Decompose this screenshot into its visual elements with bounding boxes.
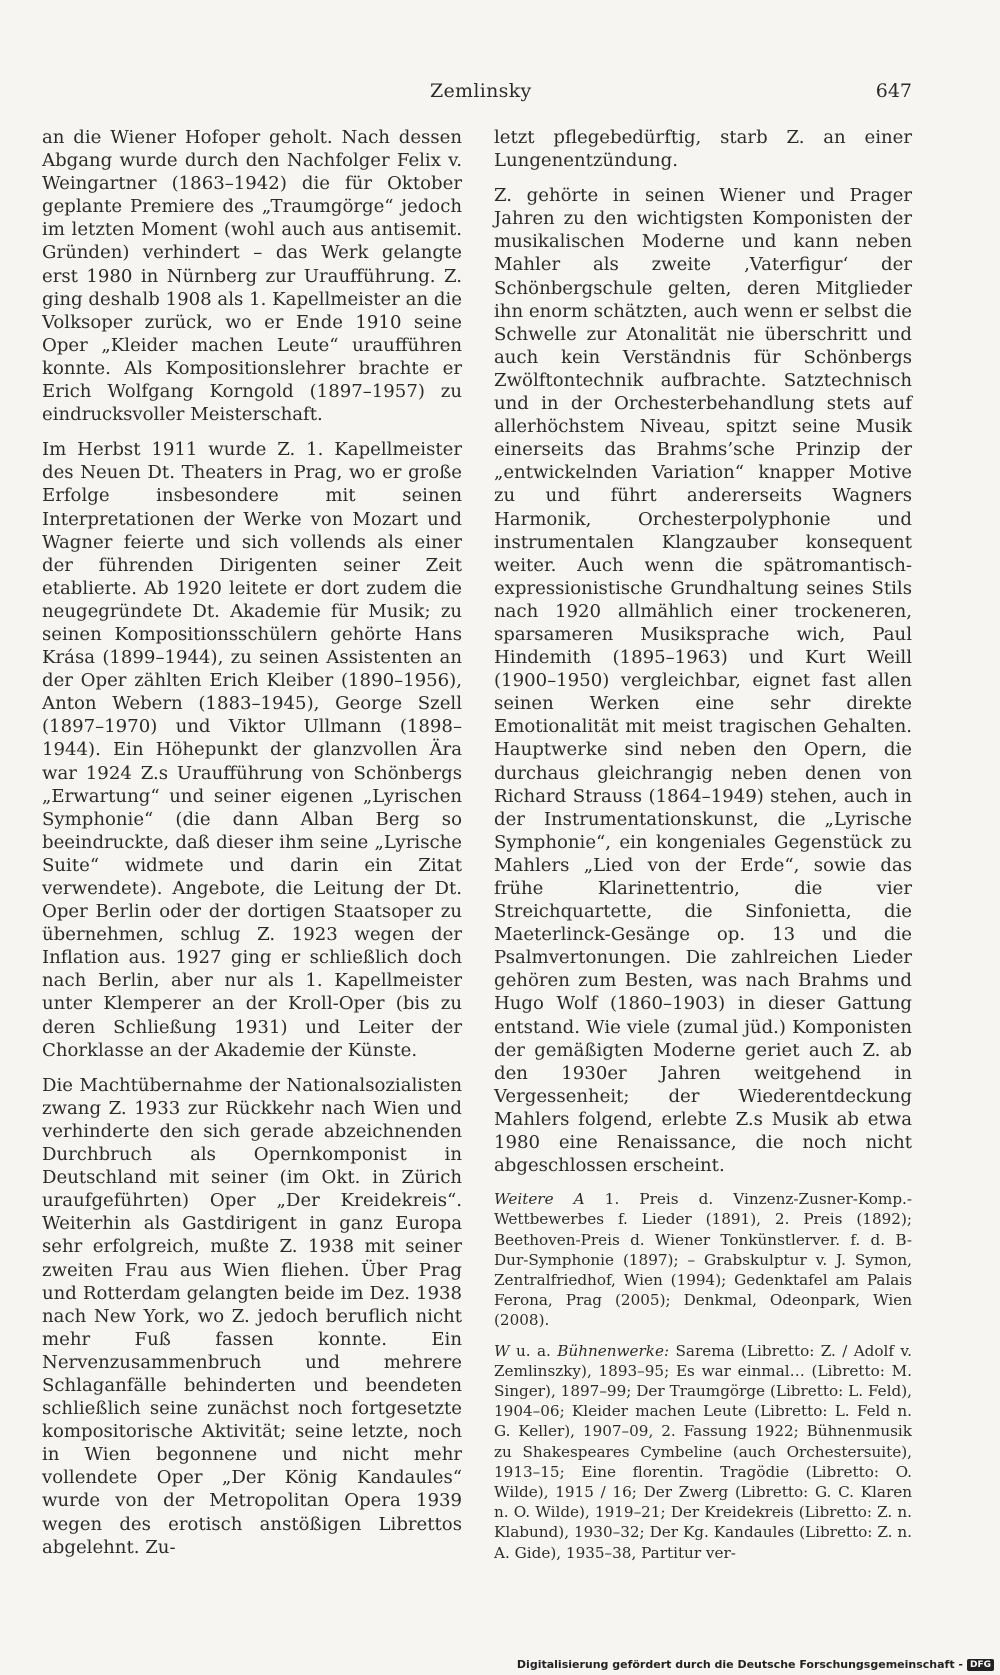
- weitere-text: 1. Preis d. Vinzenz-Zusner-Komp.-Wettbewerbes f. Lieder (1891), 2. Preis (1892); Beethoven-Preis d. Wiener Tonkünstlerver. f. d. B-Dur-Symphonie (1897); – Grabskulptur v. J. Symon, Zentralfriedhof, Wien (1994); Gedenktafel am Palais Ferona, Prag (2005); Denkmal, Odeonpark, Wien (2008).: [494, 1190, 912, 1330]
- right-column: [494, 126, 912, 1573]
- paragraph: Die Machtübernahme der Nationalsozialisten zwang Z. 1933 zur Rückkehr nach Wien und verhinderte den sich gerade abzeichnenden Durchbruch als Opernkomponist in Deutschland mit seiner (im Okt. in Zürich uraufgeführten) Oper „Der Kreidekreis“. Weiterhin als Gastdirigent in ganz Europa sehr erfolgreich, mußte Z. 1938 mit seiner zweiten Frau aus Wien fliehen. Über Prag und Rotterdam gelangten beide im Dez. 1938 nach New York, wo Z. jedoch beruflich nicht mehr Fuß fassen konnte. Ein Nervenzusammenbruch und mehrere Schlaganfälle behinderten und beendeten schließlich seine zunächst noch fortgesetzte kompositorische Aktivität; seine letzte, noch in Wien begonnene und nicht mehr vollendete Oper „Der König Kandaules“ wurde von der Metropolitan Opera 1939 wegen des erotisch anstößigen Librettos abgelehnt. Zu-: [42, 1074, 462, 1558]
- works-text: Sarema (Libretto: Z. / Adolf v. Zemlinszky), 1893–95; Es war einmal… (Libretto: M. Singer), 1897–99; Der Traumgörge (Libretto: L. Feld), 1904–06; Kleider machen Leute (Libretto: L. Feld n. G. Keller), 1907–09, 2. Fassung 1922; Bühnenmusik zu Shakespeares Cymbeline (auch Orchestersuite), 1913–15; Eine florentin. Tragödie (Libretto: O. Wilde), 1915 / 16; Der Zwerg (Libretto: G. C. Klaren n. O. Wilde), 1919–21; Der Kreidekreis (Libretto: Z. n. Klabund), 1930–32; Der Kg. Kandaules (Libretto: Z. n. A. Gide), 1935–38, Partitur ver-: [494, 1341, 912, 1562]
- paragraph: Im Herbst 1911 wurde Z. 1. Kapellmeister des Neuen Dt. Theaters in Prag, wo er große Erfolge insbesondere mit seinen Interpretationen der Werke von Mozart und Wagner feierte und sich vollends als einer der führenden Dirigenten seiner Zeit etablierte. Ab 1920 leitete er dort zudem die neugegründete Dt. Akademie für Musik; zu seinen Kompositionsschülern gehörte Hans Krása (1899–1944), zu seinen Assistenten an der Oper zählten Erich Kleiber (1890–1956), Anton Webern (1883–1945), George Szell (1897–1970) und Viktor Ullmann (1898–1944). Ein Höhepunkt der glanzvollen Ära war 1924 Z.s Uraufführung von Schönbergs „Erwartung“ und seiner eigenen „Lyrischen Symphonie“ (die dann Alban Berg so beeindruckte, daß dieser ihm seine „Lyrische Suite“ widmete und darin ein Zitat verwendete). Angebote, die Leitung der Dt. Oper Berlin oder der dortigen Staatsoper zu übernehmen, schlug Z. 1923 wegen der Inflation aus. 1927 ging er schließlich doch nach Berlin, aber nur als 1. Kapellmeister unter Klemperer an der Kroll-Oper (bis zu deren Schließung 1931) und Leiter der Chorklasse an der Akademie der Künste.: [42, 439, 462, 1061]
- works-sublabel: Bühnenwerke:: [557, 1341, 670, 1360]
- paragraph: an die Wiener Hofoper geholt. Nach dessen Abgang wurde durch den Nachfolger Felix v. Weingartner (1863–1942) die für Oktober geplante Premiere des „Traumgörge“ jedoch im letzten Moment (wohl auch aus antisemit. Gründen) verhindert – das Werk gelangte erst 1980 in Nürnberg zur Uraufführung. Z. ging deshalb 1908 als 1. Kapellmeister an die Volksoper zurück, wo er Ende 1910 seine Oper „Kleider machen Leute“ uraufführen konnte. Als Kompositionslehrer brachte er Erich Wolfgang Korngold (1897–1957) zu eindrucksvoller Meisterschaft.: [42, 127, 462, 426]
- weitere-section: [494, 1189, 912, 1330]
- running-title: Zemlinsky: [430, 80, 532, 102]
- digitization-footer: [517, 1658, 994, 1671]
- weitere-label: Weitere A: [494, 1190, 585, 1209]
- footer-text: Digitalisierung gefördert durch die Deutsche Forschungsgemeinschaft -: [516, 1658, 963, 1671]
- works-mid: u. a.: [509, 1341, 558, 1360]
- works-label: W: [494, 1341, 510, 1360]
- left-column: [42, 126, 462, 1571]
- paragraph: Z. gehörte in seinen Wiener und Prager Jahren zu den wichtigsten Komponisten der musikalischen Moderne und kann neben Mahler als zweite ‚Vaterfigur‘ der Schönbergschule gelten, deren Mitglieder ihn enorm schätzten, auch wenn er selbst die Schwelle zur Atonalität nie überschritt und auch kein Verständnis für Schönbergs Zwölftontechnik aufbrachte. Satztechnisch und in der Orchesterbehandlung stets auf allerhöchstem Niveau, spitzt seine Musik einerseits das Brahms’sche Prinzip der „entwickelnden Variation“ knapper Motive zu und führt andererseits Wagners Harmonik, Orchesterpolyphonie und instrumentalen Klangzauber konsequent weiter. Auch wenn die spätromantisch-expressionistische Grundhaltung seines Stils nach 1920 allmählich einer trockeneren, sparsameren Musiksprache wich, Paul Hindemith (1895–1963) und Kurt Weill (1900–1950) vergleichbar, eignet fast allen seinen Werken eine sehr direkte Emotionalität mit meist tragischen Gehalten. Hauptwerke sind neben den Opern, die durchaus gleichrangig neben denen von Richard Strauss (1864–1949) stehen, auch in der Instrumentationskunst, die „Lyrische Symphonie“, ein kongeniales Gegenstück zu Mahlers „Lied von der Erde“, sowie das frühe Klarinettentrio, die vier Streichquartette, die Sinfonietta, die Maeterlinck-Gesänge op. 13 und die Psalmvertonungen. Die zahlreichen Lieder gehören zum Besten, was nach Brahms und Hugo Wolf (1860–1903) in dieser Gattung entstand. Wie viele (zumal jüd.) Komponisten der gemäßigten Moderne geriet auch Z. ab den 1930er Jahren weitgehend in Vergessenheit; der Wiederentdeckung Mahlers folgend, erlebte Z.s Musik ab etwa 1980 eine Renaissance, die noch nicht abgeschlossen erscheint.: [494, 185, 912, 1177]
- dfg-logo: DFG: [967, 1659, 994, 1671]
- page-number: 647: [875, 80, 912, 102]
- page-header: [40, 80, 912, 110]
- paragraph: letzt pflegebedürftig, starb Z. an einer Lungenentzündung.: [494, 127, 912, 172]
- works-section: [494, 1341, 912, 1563]
